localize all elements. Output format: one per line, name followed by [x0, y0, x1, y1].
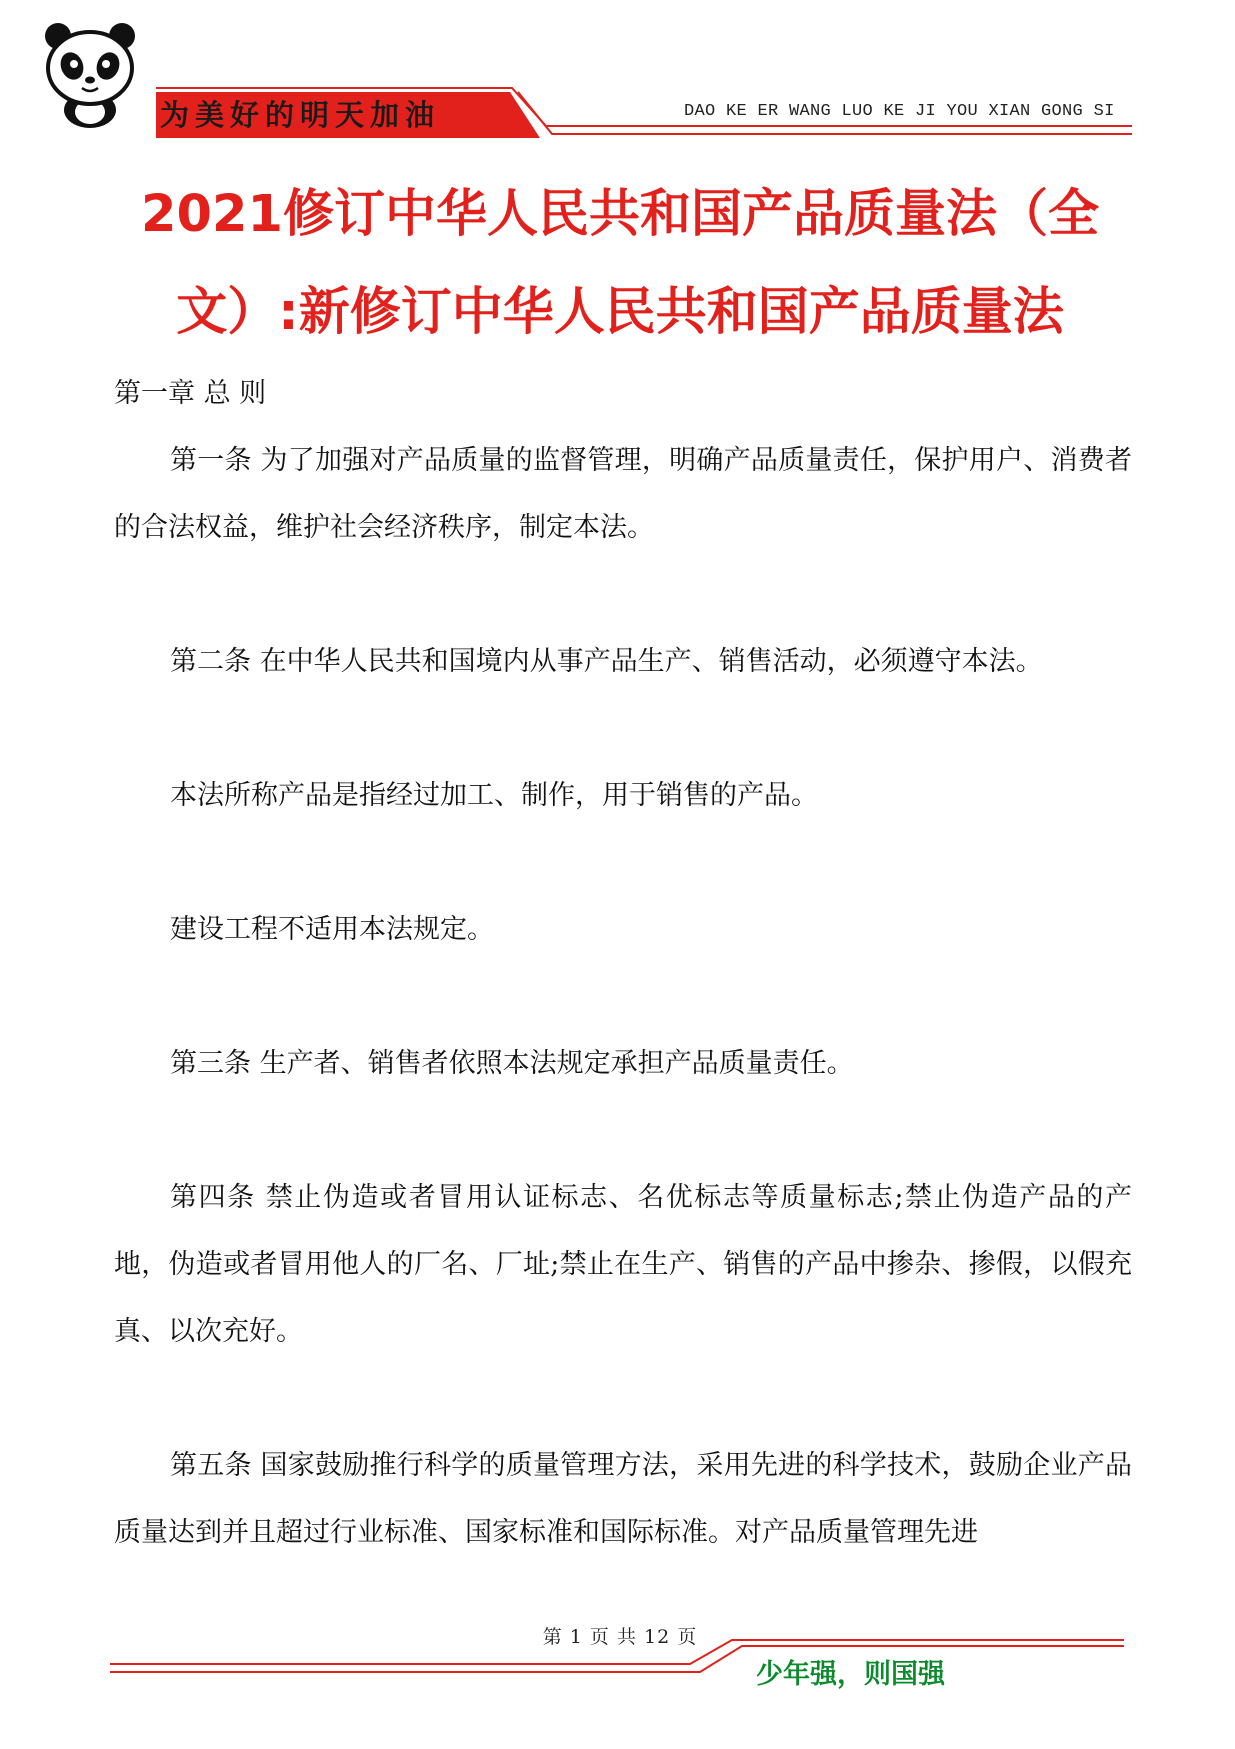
chapter-heading: 第一章 总 则	[114, 378, 267, 409]
document-body	[114, 360, 1132, 1566]
company-name: DAO KE ER WANG LUO KE JI YOU XIAN GONG SI	[684, 102, 1115, 121]
document-title	[110, 166, 1130, 362]
footer-decoration	[0, 1620, 1235, 1710]
page-header	[0, 0, 1235, 150]
article-3: 第三条 生产者、销售者依照本法规定承担产品质量责任。	[170, 1048, 854, 1079]
article-5: 第五条 国家鼓励推行科学的质量管理方法，采用先进的科学技术，鼓励企业产品质量达到并且超过行业标准、国家标准和国际标准。对产品质量管理先进	[114, 1450, 1132, 1548]
article-2: 第二条 在中华人民共和国境内从事产品生产、销售活动，必须遵守本法。	[170, 646, 1043, 677]
footer-motto: 少年强，则国强	[756, 1659, 945, 1690]
page-number: 第 1 页 共 12 页	[542, 1626, 698, 1648]
article-2-exclusion: 建设工程不适用本法规定。	[170, 914, 494, 945]
title-line-1: 2021修订中华人民共和国产品质量法（全	[141, 185, 1099, 244]
article-4: 第四条 禁止伪造或者冒用认证标志、名优标志等质量标志;禁止伪造产品的产地，伪造或者冒用他人的厂名、厂址;禁止在生产、销售的产品中掺杂、掺假，以假充真、以次充好。	[114, 1182, 1132, 1347]
slogan-text: 为美好的明天加油	[160, 98, 441, 132]
panda-logo-icon	[42, 22, 138, 130]
title-line-2: 文）:新修订中华人民共和国产品质量法	[176, 283, 1064, 342]
article-2-definition: 本法所称产品是指经过加工、制作，用于销售的产品。	[170, 780, 818, 811]
article-1: 第一条 为了加强对产品质量的监督管理，明确产品质量责任，保护用户、消费者的合法权益，维护社会经济秩序，制定本法。	[114, 445, 1132, 543]
